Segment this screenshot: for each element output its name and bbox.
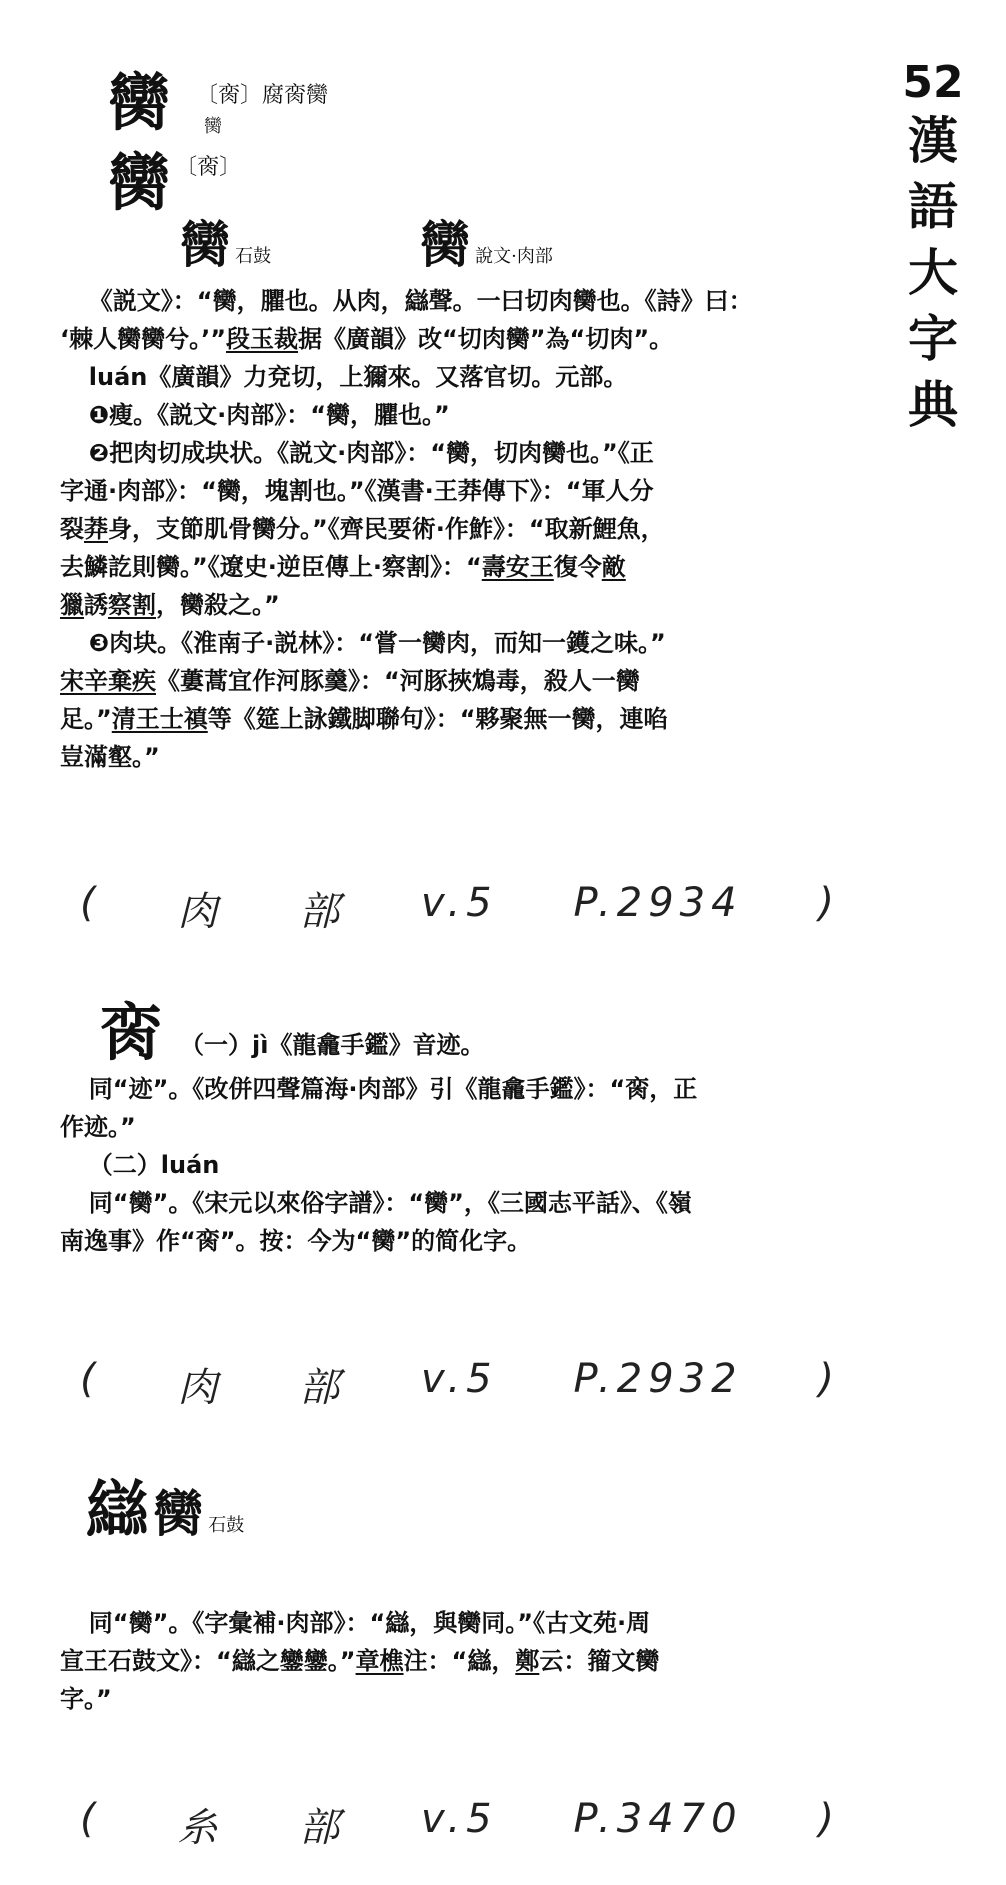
text-line: 宣王石鼓文》：“䜌之鑾鑾。”章樵注：“䜌，鄭云：籀文臠 [60, 1647, 660, 1675]
headword-char: 䜌 [86, 1473, 149, 1546]
text-line: 同“迹”。《改併四聲篇海·肉部》引《龍龕手鑑》：“脔，正 [88, 1075, 698, 1103]
seal-glyph: 臠 [180, 215, 230, 274]
entry3-body [60, 1604, 850, 1718]
sense-3: ❸肉块。《淮南子·説林》：“嘗一臠肉，而知一鑊之味。” [88, 629, 666, 657]
person-name: 獵 [60, 591, 84, 619]
seal-form-2 [420, 205, 553, 277]
variant-forms-label: 〔脔〕腐脔臠 [196, 83, 329, 108]
text-line: 南逸事》作“脔”。按：今为“臠”的简化字。 [60, 1227, 532, 1255]
entry1-forms-sub [204, 112, 222, 138]
text-line: 獵誘察割，臠殺之。” [60, 591, 280, 619]
entry3-headword [86, 1474, 244, 1546]
pronunciation-line: luán《廣韻》力兗切，上獮來。又落官切。元部。 [88, 363, 628, 391]
text-line: 足。”清王士禛等《筵上詠鐵脚聯句》：“夥聚無一臠，連啗 [60, 705, 668, 733]
entry1-body [60, 282, 850, 776]
headword-char-2: 臠 [108, 146, 171, 219]
person-name: 鄭 [515, 1647, 540, 1675]
text-line: 豈滿壑。” [60, 743, 160, 771]
text-line: 同“臠”。《字彙補·肉部》：“䜌，與臠同。”《古文苑·周 [88, 1609, 651, 1637]
page-number: 52 [902, 57, 964, 108]
title-char: 漢 [908, 112, 958, 170]
entry1-forms [196, 78, 328, 109]
text-line: 去鱗訖則臠。”《遼史·逆臣傳上·察割》：“壽安王復令敵 [60, 553, 626, 581]
entry2-headword [100, 996, 163, 1069]
seal-source-label: 石鼓 [208, 1515, 245, 1536]
sense-2: ❷把肉切成块状。《説文·肉部》：“臠，切肉臠也。”《正 [88, 439, 654, 467]
text-line: 作迹。” [60, 1113, 136, 1141]
person-name: 清王士禛 [111, 705, 208, 733]
seal-glyph: 臠 [153, 1484, 204, 1543]
text-line: 《説文》：“臠，臞也。从肉，䜌聲。一曰切肉臠也。《詩》曰： [88, 287, 753, 315]
headword-char: 脔 [100, 996, 163, 1069]
title-char: 大 [908, 244, 958, 302]
text-line: 同“臠”。《宋元以來俗字譜》：“臠”，《三國志平話》、《嶺 [88, 1189, 692, 1217]
side-title [878, 58, 988, 438]
entry2-body [60, 1070, 850, 1260]
text-line: 裂莽身，支節肌骨臠分。”《齊民要術·作鮓》：“取新鯉魚， [60, 515, 665, 543]
title-char: 字 [908, 310, 958, 368]
entry1-headword [108, 66, 171, 139]
text-line: 字。” [60, 1685, 112, 1713]
seal-glyph: 臠 [420, 215, 470, 274]
person-name: 察割 [108, 591, 156, 619]
sense-2-head: （二）luán [88, 1151, 220, 1179]
person-name: 莽 [84, 515, 108, 543]
variant-form-sub: 臠 [204, 116, 222, 137]
person-name: 章樵 [355, 1647, 404, 1675]
text-line: ‘棘人臠臠兮。’”段玉裁据《廣韻》改“切肉臠”為“切肉”。 [60, 325, 674, 353]
sense-1: ❶瘦。《説文·肉部》：“臠，臞也。” [88, 401, 450, 429]
person-name: 宋辛棄疾 [60, 667, 156, 695]
text-line: 字通·肉部》：“臠，塊割也。”《漢書·王莽傳下》：“軍人分 [60, 477, 654, 505]
title-char: 典 [908, 376, 958, 434]
entry2-sense1-head: （一）jì《龍龕手鑑》音迹。 [180, 1031, 485, 1059]
seal-source-label: 石鼓 [235, 246, 272, 267]
person-name: 壽安王 [481, 553, 554, 581]
text-line: 宋辛棄疾《蔞蒿宜作河豚羹》：“河豚挾鴆毒，殺人一臠 [60, 667, 640, 695]
person-name: 敵 [601, 553, 626, 581]
simplified-tag: 〔脔〕 [175, 155, 242, 180]
handwritten-note-2: ( 肉 部 v.5 P.2932 ) [80, 1356, 840, 1411]
title-char: 語 [908, 178, 958, 236]
headword-char: 臠 [108, 66, 171, 139]
seal-form-1 [180, 205, 271, 277]
handwritten-note-3: ( 糸 部 v.5 P.3470 ) [80, 1796, 840, 1851]
seal-source-label: 說文·肉部 [475, 246, 553, 267]
person-name: 段玉裁 [226, 325, 299, 353]
handwritten-note-1: ( 肉 部 v.5 P.2934 ) [80, 880, 840, 935]
